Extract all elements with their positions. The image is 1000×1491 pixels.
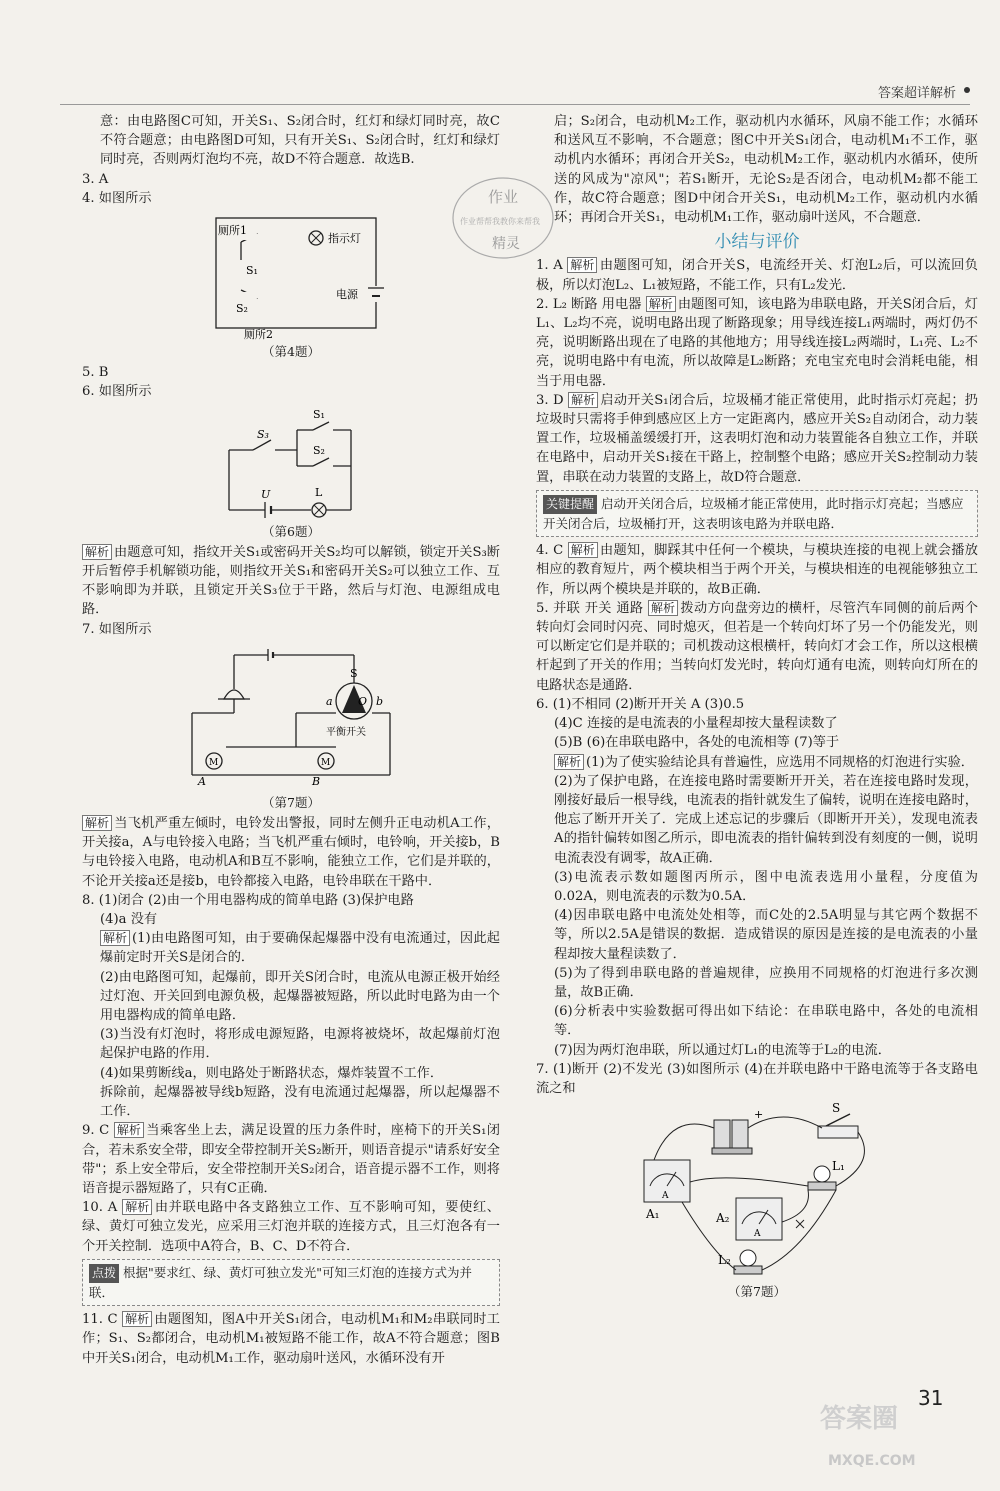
- ammeter-a2-face: A: [754, 1229, 761, 1240]
- answer-8-analysis-3: (3)当没有灯泡时，将形成电源短路，电源将被烧坏，故起爆前灯泡起保护电路的作用．: [100, 1027, 500, 1062]
- page-number: 31: [918, 1386, 944, 1410]
- fig4-label1: 厕所1: [218, 224, 247, 238]
- motor-b-m: M: [321, 757, 331, 768]
- watermark-logo: 答案圈: [820, 1404, 899, 1434]
- fig7-b: b: [376, 694, 384, 708]
- answer-7: 7. 如图所示: [82, 621, 152, 637]
- section-title: 小结与评价: [714, 232, 800, 253]
- fig6-s2: S₂: [313, 443, 325, 457]
- analysis-tag: 解析: [567, 257, 597, 273]
- analysis-tag: 解析: [646, 296, 676, 312]
- fig7-o: O: [358, 694, 368, 708]
- figure-7-apparatus: [632, 1102, 882, 1282]
- stamp-top: 作业: [488, 188, 519, 206]
- fig6-caption: （第6题）: [262, 523, 320, 539]
- fig4-s1: S₁: [246, 264, 258, 278]
- right-column: [536, 112, 978, 1303]
- stamp-middle: 作业帮帮我教你来帮我: [460, 217, 540, 226]
- right-paragraph-1: 启；S₂闭合，电动机M₂工作，驱动机内水循环，风扇不能工作；水循环和送风互不影响，不合题意；图C中开关S₁闭合，电动机M₁不工作，驱动机内水循环；再闭合开关S₂，电动机M₂工作，驱动机内水循环，使所送的风成为"凉风"；若S₁断开，无论S₂是否闭合，电动机M₂都不能工作，故C符合题意；图D中闭合开关S₁，电动机M₂工作，驱动机内水循环；再闭合开关S₁，电动机M₁工作，驱动扇叶送风，不合题意．: [554, 114, 978, 226]
- answer-10: 10. A: [82, 1200, 118, 1216]
- analysis-tag: 解析: [568, 392, 598, 408]
- tip-box: [82, 1259, 500, 1306]
- review-answer-6: 6. (1)不相同 (2)断开开关 A (3)0.5: [536, 696, 745, 712]
- review-answer-3: 3. D: [536, 392, 564, 408]
- review-answer-6-analysis-3: (3)电流表示数如题图丙所示，图中电流表选用小量程，分度值为0.02A，则电流表的示数为0.5A．: [554, 869, 978, 904]
- answer-5: 5. B: [82, 365, 109, 381]
- review-answer-7: 7. (1)断开 (2)不发光 (3)如图所示 (4)在并联电路中干路电流等于各支路电流之和: [536, 1061, 978, 1096]
- fig7-s: S: [350, 666, 358, 680]
- analysis-tag: 解析: [122, 1199, 152, 1215]
- answer-8-analysis-4: (4)如果剪断线a，则电路处于断路状态，爆炸装置不工作．: [100, 1065, 444, 1081]
- fig7-mb: B: [312, 774, 321, 788]
- review-answer-6-analysis-6: (6)分析表中实验数据可得出如下结论：在串联电路中，各处的电流相等．: [554, 1004, 978, 1039]
- figure-7-circuit: [176, 643, 406, 793]
- review-answer-5-analysis: 拨动方向盘旁边的横杆，尽管汽车同侧的前后两个转向灯会同时闪亮、同时熄灭，但若是一个转向灯坏了另一个仍能发光，则可以断定它们是并联的；司机拨动这根横杆，转向灯才会工作，所以这根横杆起到了开关的作用；当转向灯发光时，转向灯通有电流，则转向灯所在的电路状态是通路．: [536, 600, 978, 693]
- review-answer-4: 4. C: [536, 543, 564, 559]
- fig6-u: U: [261, 487, 271, 501]
- answer-8-analysis-2: (2)由电路图可知，起爆前，即开关S闭合时，电流从电源正极开始经过灯泡、开关回到电源负极，起爆器被短路，所以此时电路为由一个用电器构成的简单电路．: [100, 969, 500, 1024]
- answer-4: 4. 如图所示: [82, 190, 152, 206]
- answer-8-analysis-1: (1)由电路图可知，由于要确保起爆器中没有电流通过，因此起爆前定时开关S是闭合的．: [100, 931, 500, 966]
- fig4-caption: （第4题）: [262, 344, 320, 360]
- fig6-l: L: [315, 485, 323, 499]
- stamp-bottom: 精灵: [492, 236, 520, 252]
- fig6-s1: S₁: [313, 407, 325, 421]
- review-answer-1: 1. A: [536, 258, 563, 274]
- fig7-caption: （第7题）: [262, 794, 320, 810]
- analysis-tag: 解析: [82, 815, 112, 831]
- review-answer-5: 5. 并联 开关 通路: [536, 600, 644, 616]
- key-reminder-box: [536, 490, 978, 537]
- answer-11-analysis: 由题图知，图A中开关S₁闭合，电动机M₁和M₂串联同时工作；S₁、S₂都闭合，电动机M₁被短路不能工作，故A不符合题意；图B中开关S₁闭合，电动机M₁工作，驱动扇叶送风，水循环没有开: [82, 1312, 500, 1366]
- answer-11: 11. C: [82, 1312, 118, 1328]
- review-answer-6-analysis-4: (4)因串联电路中电流处处相等，而C处的2.5A明显与其它两个数据不等，所以2.5A是错误的数据．造成错误的原因是连接的是电流表的小量程却按大量程读数了．: [554, 908, 978, 962]
- fig7-ma: A: [198, 774, 206, 788]
- left-paragraph-1: 意：由电路图C可知，开关S₁、S₂闭合时，红灯和绿灯同时亮，故C不符合题意；由电路图D可知，只有开关S₁、S₂闭合时，红灯和绿灯同时亮，否则两灯泡均不亮，故D不符合题意．故选B.: [100, 114, 500, 168]
- battery-plus: +: [754, 1108, 764, 1122]
- header-divider: [60, 104, 970, 105]
- answer-6: 6. 如图所示: [82, 384, 152, 400]
- key-reminder-text: 启动开关闭合后，垃圾桶才能正常使用，此时指示灯亮起；当感应开关闭合后，垃圾桶打开，这表明该电路为并联电路．: [543, 495, 964, 532]
- answer-9: 9. C: [82, 1123, 110, 1139]
- answer-8-b: (4)a 没有: [100, 912, 158, 928]
- key-reminder-label: 关键提醒: [543, 495, 597, 514]
- answer-8-analysis-5: 拆除前，起爆器被导线b短路，没有电流通过起爆器，所以起爆器不工作．: [100, 1084, 500, 1120]
- fig4-power: 电源: [336, 288, 358, 302]
- analysis-tag: 解析: [648, 600, 678, 616]
- answer-3: 3. A: [82, 171, 109, 187]
- analysis-tag: 解析: [122, 1311, 152, 1327]
- answer-7-analysis: 当飞机严重左倾时，电铃发出警报，同时左侧升正电动机A工作，开关接a，A与电铃接入电路；当飞机严重右倾时，电铃响，开关接b，B与电铃接入电路，电动机A和B互不影响，能独立工作，它们是并联的，不论开关接a还是接b，电铃都接入电路，电铃串联在干路中．: [82, 816, 500, 889]
- ammeter-a1-face: A: [662, 1191, 669, 1202]
- fig6-s3: S₃: [257, 427, 269, 441]
- review-answer-6-analysis-1: (1)为了使实验结论具有普遍性，应选用不同规格的灯泡进行实验．: [586, 754, 974, 770]
- tip-text: 根据"要求红、绿、黄灯可独立发光"可知三灯泡的连接方式为并联．: [89, 1264, 473, 1300]
- fig7-a: a: [326, 694, 333, 708]
- review-answer-4-analysis: 由题知，脚踩其中任何一个模块，与模块连接的电视上就会播放相应的教育短片，两个模块相当于两个开关，与模块相连的电视能够独立工作，所以两个模块是并联的，故B正确．: [536, 543, 978, 597]
- watermark-url: MXQE.COM: [828, 1453, 916, 1469]
- analysis-tag: 解析: [100, 930, 130, 946]
- motor-a-m: M: [209, 757, 219, 768]
- fig7-switch: 平衡开关: [326, 726, 366, 738]
- fig7r-l2: L₂: [718, 1253, 731, 1268]
- answer-9-analysis: 当乘客坐上去，满足设置的压力条件时，座椅下的开关S₁闭合，若未系安全带，即安全带控制开关S₂断开，则语音提示"请系好安全带"；系上安全带后，安全带控制开关S₂闭合，语音提示器不工作，则将语音提示器短路了，只有C正确．: [82, 1123, 500, 1196]
- answer-8: 8. (1)闭合 (2)由一个用电器构成的简单电路 (3)保护电路: [82, 892, 414, 908]
- review-answer-6-5: (5)B (6)在串联电路中，各处的电流相等 (7)等于: [554, 735, 840, 751]
- analysis-tag: 解析: [554, 754, 584, 770]
- header-dot-icon: [964, 87, 970, 93]
- fig4-label2: 厕所2: [244, 328, 273, 342]
- analysis-tag: 解析: [568, 542, 598, 558]
- answer-10-analysis: 由并联电路中各支路独立工作、互不影响可知，要使红、绿、黄灯可独立发光，应采用三灯泡并联的连接方式，且三灯泡各有一个开关控制．选项中A符合，B、C、D不符合．: [82, 1200, 500, 1254]
- fig7r-caption: （第7题）: [728, 1284, 786, 1300]
- analysis-tag: 解析: [82, 544, 112, 560]
- analysis-tag: 解析: [114, 1122, 144, 1138]
- answer-6-analysis: 由题意可知，指纹开关S₁或密码开关S₂均可以解锁，锁定开关S₃断开后暂停手机解锁功能，则指纹开关S₁和密码开关S₂可以独立工作、互不影响即为并联，且锁定开关S₃位于干路，然后与灯泡、电源组成电路．: [82, 544, 500, 618]
- review-answer-2-analysis: 由题图可知，该电路为串联电路，开关S闭合后，灯L₁、L₂均不亮，说明电路出现了断路现象；用导线连接L₁两端时，两灯仍不亮，说明断路出现在了电路的其他地方；用导线连接L₂两端时，L₁亮、L₂不亮，说明电路中有电流，所以故障是L₂断路；充电宝充电时会消耗电能，相当于用电器．: [536, 296, 978, 389]
- left-column: [82, 112, 500, 1368]
- review-answer-1-analysis: 由题图可知，闭合开关S，电流经开关、灯泡L₂后，可以流回负极，所以灯泡L₂、L₁被短路，不能工作，只有L₂发光．: [536, 258, 978, 293]
- fig4-lamp: 指示灯: [328, 232, 361, 246]
- fig7r-a2: A₂: [716, 1211, 730, 1226]
- fig7r-l1: L₁: [832, 1159, 845, 1174]
- header-title: 答案超详解析: [877, 86, 956, 101]
- review-answer-6-4: (4)C 连接的是电流表的小量程却按大量程读数了: [554, 716, 838, 732]
- tip-label: 点拨: [89, 1264, 119, 1283]
- fig7r-s: S: [832, 1102, 841, 1116]
- review-answer-6-analysis-5: (5)为了得到串联电路的普遍规律，应换用不同规格的灯泡进行多次测量，故B正确．: [554, 965, 978, 1000]
- figure-4-circuit: [196, 212, 386, 342]
- review-answer-6-analysis-7: (7)因为两灯泡串联，所以通过灯L₁的电流等于L₂的电流．: [554, 1042, 891, 1058]
- fig4-s2: S₂: [236, 302, 248, 316]
- review-answer-6-analysis-2: (2)为了保护电路，在连接电路时需要断开开关，若在连接电路时发现，刚接好最后一根导线，电流表的指针就发生了偏转，说明在连接电路时，他忘了断开开关了．完成上述忘记的步骤后（即断开开关），发现电流表A的指针偏转如图乙所示，即电流表的指针偏转到没有刻度的一侧，说明电流表没有调零，故A正确．: [554, 773, 978, 866]
- fig7r-a1: A₁: [646, 1207, 660, 1222]
- review-answer-3-analysis: 启动开关S₁闭合后，垃圾桶才能正常使用，此时指示灯亮起；扔垃圾时只需将手伸到感应区上方一定距离内，感应开关S₂自动闭合，动力装置工作，垃圾桶盖缓缓打开，这表明灯泡和动力装置能各自独立工作，并联在电路中，启动开关S₁接在干路上，控制整个电路；感应开关S₂控制动力装置，串联在动力装置的支路上，故D符合题意．: [536, 392, 978, 485]
- review-answer-2: 2. L₂ 断路 用电器: [536, 296, 642, 312]
- figure-6-circuit: [201, 406, 381, 522]
